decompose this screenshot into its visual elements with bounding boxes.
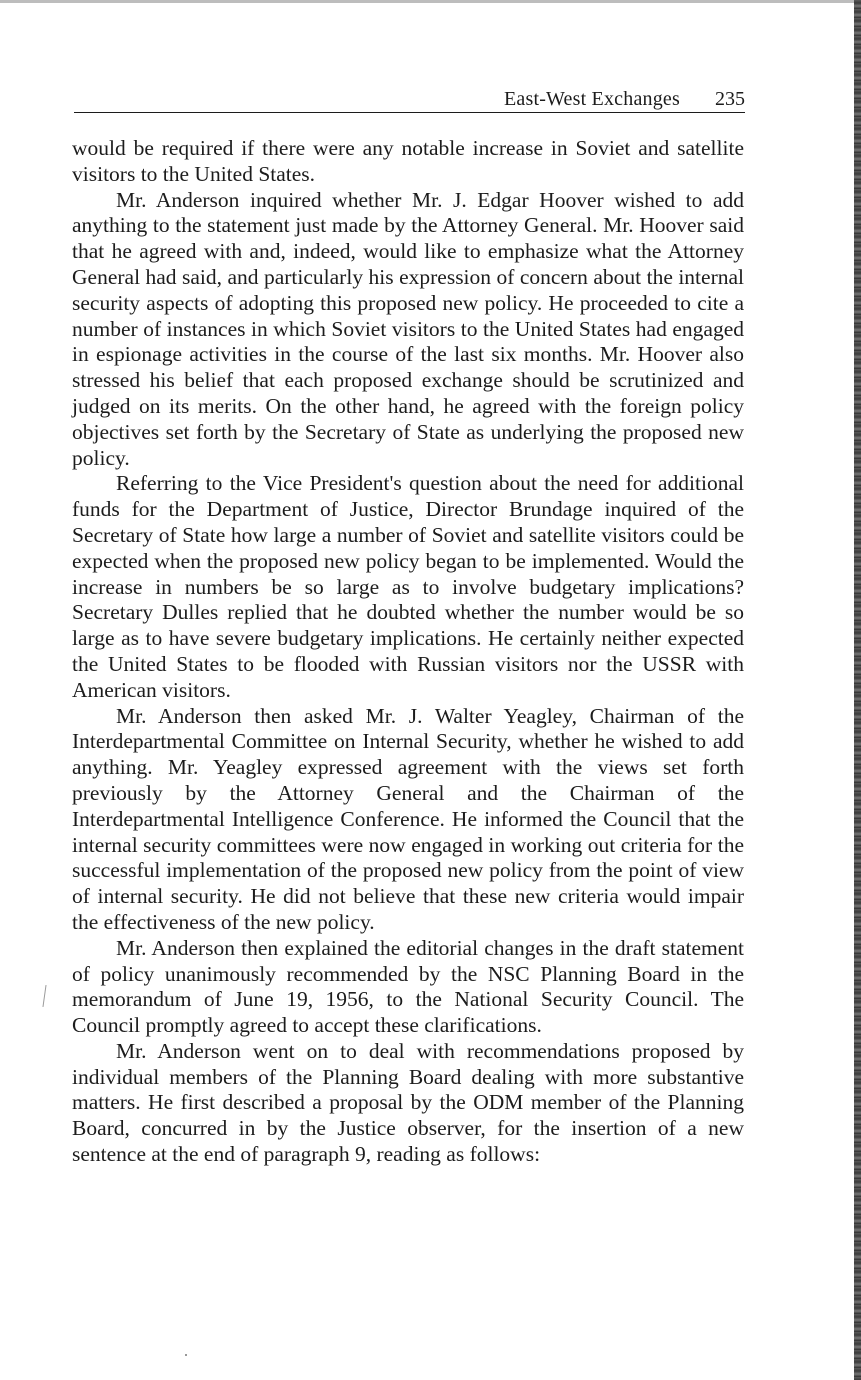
margin-mark: [42, 985, 46, 1007]
paragraph-yeagley-statement: Mr. Anderson then asked Mr. J. Walter Yeagley, Chairman of the Interdepartmental Committee on Internal Security, whether he wished to add anything. Mr. Yeagley expressed agreement with the views set forth previously by the Attorney General and the Chairman of the Interdepartmental Intelligence Conference. He informed the Council that the internal security committees were now engaged in working out criteria for the successful implementation of the proposed new policy from the point of view of internal security. He did not believe that these new criteria would impair the effectiveness of the new policy.: [72, 703, 744, 934]
body-text: [72, 136, 744, 1168]
paragraph-hoover-statement: Mr. Anderson inquired whether Mr. J. Edgar Hoover wished to add anything to the statement just made by the Attorney General. Mr. Hoover said that he agreed with and, indeed, would like to emphasize what the Attorney General had said, and particularly his expression of concern about the internal security aspects of adopting this proposed new policy. He proceeded to cite a number of instances in which Soviet visitors to the United States had engaged in espionage activities in the course of the last six months. Mr. Hoover also stressed his belief that each proposed exchange should be scrutinized and judged on its merits. On the other hand, he agreed with the foreign policy objectives set forth by the Secretary of State as underlying the proposed new policy.: [72, 187, 744, 470]
paragraph-budget-question: Referring to the Vice President's question about the need for additional funds for the Department of Justice, Director Brundage inquired of the Secretary of State how large a number of Soviet and satellite visitors could be expected when the proposed new policy began to be implemented. Would the increase in numbers be so large as to involve budgetary implications? Secretary Dulles replied that he doubted whether the number would be so large as to have severe budgetary implications. He certainly neither expected the United States to be flooded with Russian visitors nor the USSR with American visitors.: [72, 471, 744, 702]
page-number: 235: [715, 88, 745, 110]
page-top-edge: [0, 0, 861, 3]
running-header: [74, 88, 745, 113]
running-title: East-West Exchanges: [503, 88, 680, 110]
paragraph-editorial-changes: Mr. Anderson then explained the editorial changes in the draft statement of policy unanimously recommended by the NSC Planning Board in the memorandum of June 19, 1956, to the National Security Council. The Council promptly agreed to accept these clarifications.: [72, 935, 744, 1038]
scan-speck: [185, 1354, 187, 1356]
paragraph-continued: would be required if there were any notable increase in Soviet and satellite visitors to the United States.: [72, 136, 744, 186]
paragraph-odm-proposal: Mr. Anderson went on to deal with recommendations proposed by individual members of the Planning Board dealing with more substantive matters. He first described a proposal by the ODM member of the Planning Board, concurred in by the Justice observer, for the insertion of a new sentence at the end of paragraph 9, reading as follows:: [72, 1038, 744, 1167]
page-binding-edge: [854, 0, 861, 1380]
